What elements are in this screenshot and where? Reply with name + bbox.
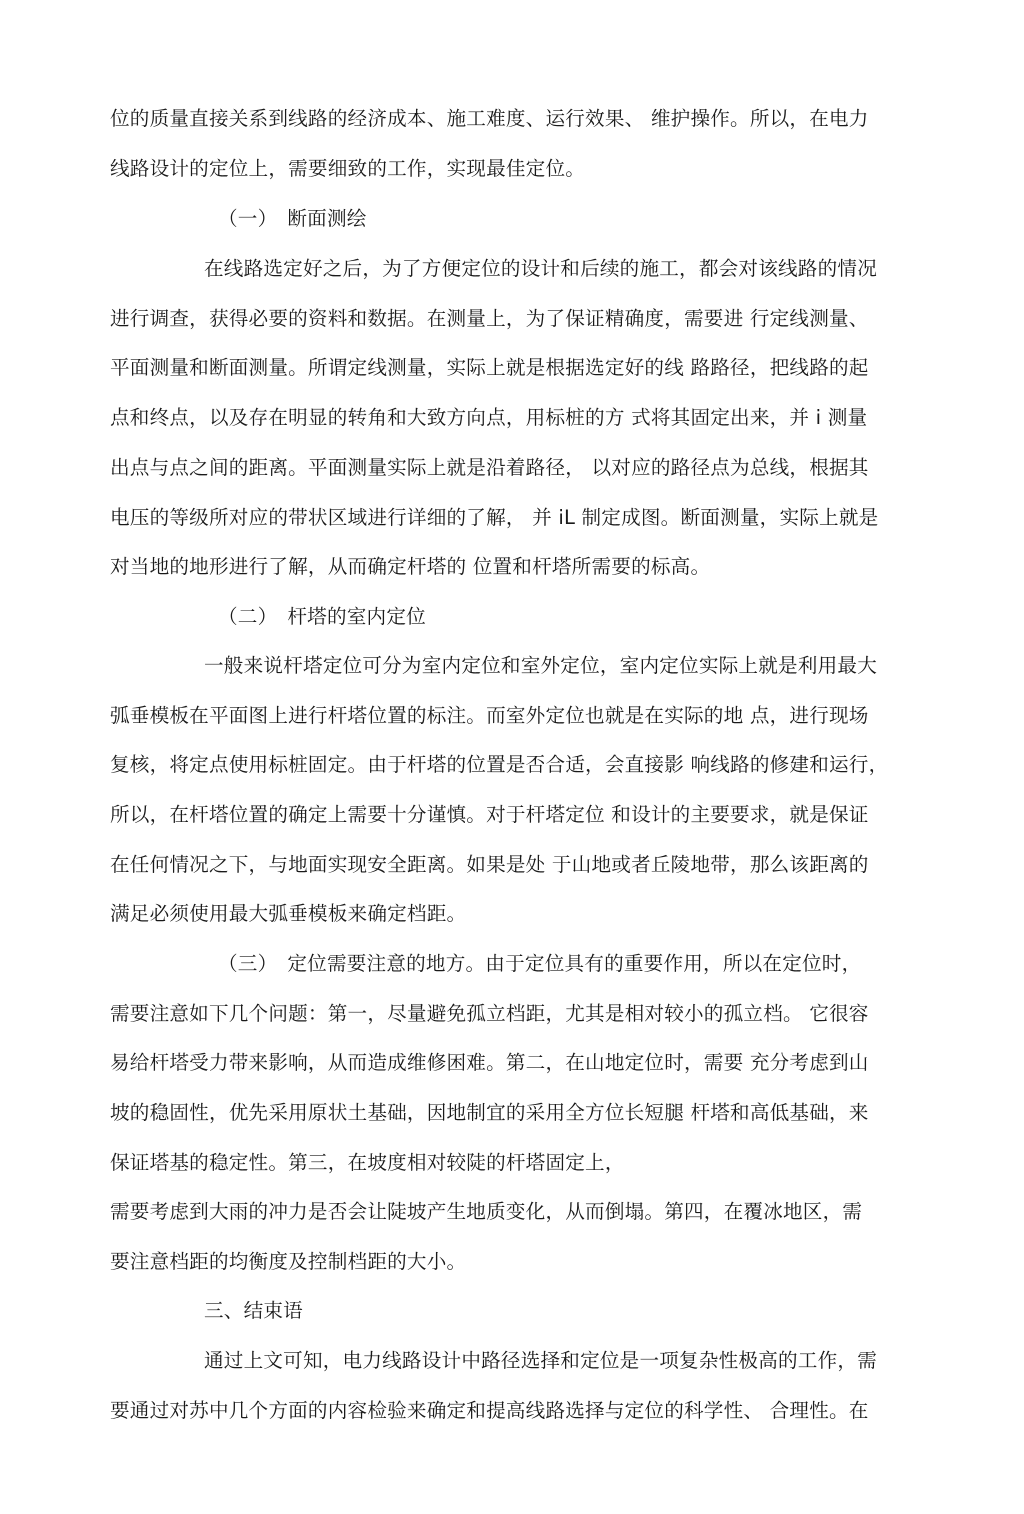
paragraph-line: 出点与点之间的距离。平面测量实际上就是沿着路径， 以对应的路径点为总线，根据其 [110,456,869,479]
paragraph-line: 要通过对苏中几个方面的内容检验来确定和提高线路选择与定位的科学性、 合理性。在 [110,1399,869,1422]
paragraph-line: 线路设计的定位上，需要细致的工作，实现最佳定位。 [110,157,586,180]
section-heading: （二） 杆塔的室内定位 [218,605,426,628]
paragraph-line: 复核，将定点使用标桩固定。由于杆塔的位置是否合适，会直接影 响线路的修建和运行， [110,753,889,776]
section-heading: 三、结束语 [204,1299,303,1322]
paragraph-line: 位的质量直接关系到线路的经济成本、施工难度、运行效果、 维护操作。所以，在电力 [110,107,869,130]
paragraph-line: 通过上文可知，电力线路设计中路径选择和定位是一项复杂性极高的工作，需 [204,1349,877,1372]
paragraph-line: 一般来说杆塔定位可分为室内定位和室外定位，室内定位实际上就是利用最大 [204,654,877,677]
paragraph-line: 保证塔基的稳定性。第三，在坡度相对较陡的杆塔固定上， [110,1151,625,1174]
section-heading: （三） 定位需要注意的地方。由于定位具有的重要作用，所以在定位时， [218,952,862,975]
paragraph-line: 点和终点，以及存在明显的转角和大致方向点，用标桩的方 式将其固定出来，并 i 测量 [110,406,868,429]
paragraph-line: 在线路选定好之后，为了方便定位的设计和后续的施工，都会对该线路的情况 [204,257,877,280]
paragraph-line: 弧垂模板在平面图上进行杆塔位置的标注。而室外定位也就是在实际的地 点，进行现场 [110,704,869,727]
paragraph-line: 需要考虑到大雨的冲力是否会让陡坡产生地质变化，从而倒塌。第四，在覆冰地区，需 [110,1200,863,1223]
paragraph-line: 所以，在杆塔位置的确定上需要十分谨慎。对于杆塔定位 和设计的主要要求，就是保证 [110,803,869,826]
paragraph-line: 易给杆塔受力带来影响，从而造成维修困难。第二，在山地定位时，需要 充分考虑到山 [110,1051,869,1074]
paragraph-line: 要注意档距的均衡度及控制档距的大小。 [110,1250,467,1273]
paragraph-line: 需要注意如下几个问题：第一，尽量避免孤立档距，尤其是相对较小的孤立档。 它很容 [110,1002,869,1025]
paragraph-line: 平面测量和断面测量。所谓定线测量，实际上就是根据选定好的线 路路径，把线路的起 [110,356,869,379]
paragraph-line: 电压的等级所对应的带状区域进行详细的了解， 并 iL 制定成图。断面测量，实际上就是 [110,506,879,529]
paragraph-line: 满足必须使用最大弧垂模板来确定档距。 [110,902,467,925]
paragraph-line: 进行调查，获得必要的资料和数据。在测量上，为了保证精确度，需要进 行定线测量、 [110,307,869,330]
paragraph-line: 对当地的地形进行了解，从而确定杆塔的 位置和杆塔所需要的标高。 [110,555,711,578]
paragraph-line: 在任何情况之下，与地面实现安全距离。如果是处 于山地或者丘陵地带，那么该距离的 [110,853,869,876]
section-heading: （一） 断面测绘 [218,207,367,230]
paragraph-line: 坡的稳固性，优先采用原状土基础，因地制宜的采用全方位长短腿 杆塔和高低基础，来 [110,1101,869,1124]
